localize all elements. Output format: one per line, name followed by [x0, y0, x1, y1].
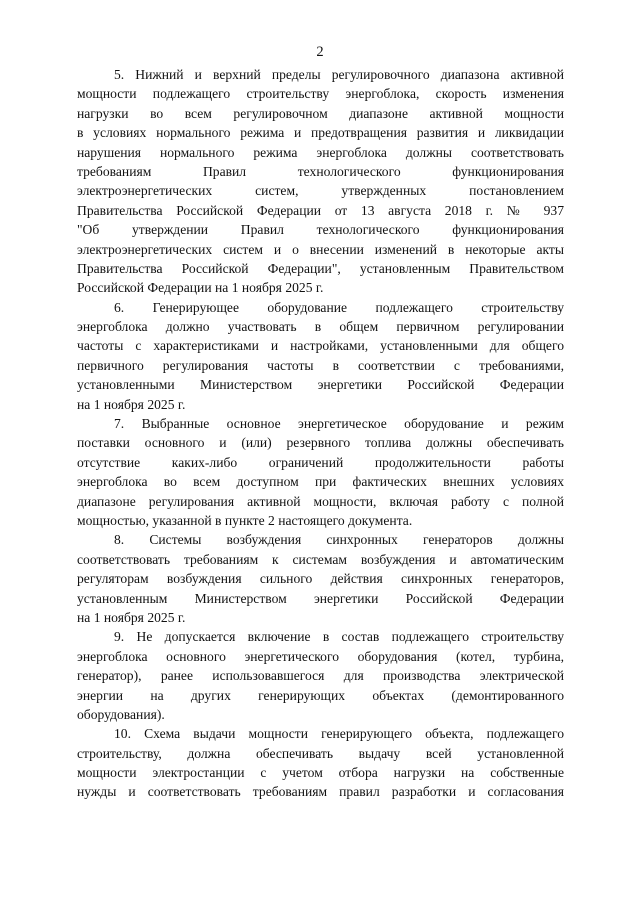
paragraph-line: электроэнергетических систем, утвержденных постановлением — [77, 183, 564, 199]
paragraph-line: отсутствие каких-либо ограничений продолжительности работы — [77, 454, 564, 470]
paragraph — [77, 65, 564, 298]
paragraph-line: установленным Министерством энергетики Российской Федерации — [77, 590, 564, 606]
paragraph-line: установленными Министерством энергетики Российской Федерации — [77, 377, 564, 393]
paragraph — [77, 627, 564, 724]
paragraph-line: Правительства Российской Федерации от 13 августа 2018 г. № 937 — [77, 202, 564, 218]
paragraph-line: энергии на других генерирующих объектах (демонтированного — [77, 687, 564, 703]
paragraph-line: энергоблока во всем доступном при фактических внешних условиях — [77, 474, 564, 490]
paragraph-line: нужды и соответствовать требованиям правил разработки и согласования — [77, 784, 564, 800]
paragraph-line: 9. Не допускается включение в состав подлежащего строительству — [114, 629, 564, 645]
paragraph-line: первичного регулирования частоты в соответствии с требованиями, — [77, 357, 564, 373]
paragraph — [77, 530, 564, 627]
paragraph-line: в условиях нормального режима и предотвращения развития и ликвидации — [77, 125, 564, 141]
paragraph-line: соответствовать требованиям к системам возбуждения и автоматическим — [77, 551, 564, 567]
paragraph — [77, 414, 564, 530]
paragraph-line: нагрузки во всем регулировочном диапазоне активной мощности — [77, 105, 564, 121]
paragraph-line: 8. Системы возбуждения синхронных генераторов должны — [114, 532, 564, 548]
paragraph-line: Правительства Российской Федерации", установленным Правительством — [77, 260, 564, 276]
paragraph-line: энергоблока должно участвовать в общем первичном регулировании — [77, 319, 564, 335]
paragraph-line: электроэнергетических систем и о внесении изменений в некоторые акты — [77, 241, 564, 257]
paragraph-line: мощности подлежащего строительству энергоблока, скорость изменения — [77, 86, 564, 102]
paragraph-line: требованиям Правил технологического функционирования — [77, 163, 564, 179]
paragraph-line: 6. Генерирующее оборудование подлежащего строительству — [114, 299, 564, 315]
paragraph-line: на 1 ноября 2025 г. — [77, 609, 186, 625]
paragraph-line: регуляторам возбуждения сильного действия синхронных генераторов, — [77, 571, 564, 587]
paragraph-line: Российской Федерации на 1 ноября 2025 г. — [77, 280, 324, 296]
paragraph-line: 5. Нижний и верхний пределы регулировочного диапазона активной — [114, 67, 564, 82]
paragraph — [77, 298, 564, 414]
paragraph-line: мощностью, указанной в пункте 2 настоящего документа. — [77, 512, 413, 528]
paragraph-line: "Об утверждении Правил технологического функционирования — [77, 222, 564, 238]
paragraph-line: диапазоне регулирования активной мощности, включая работу с полной — [77, 493, 564, 509]
paragraph-line: генератор), ранее использовавшегося для производства электрической — [77, 668, 564, 684]
paragraph-line: нарушения нормального режима энергоблока должны соответствовать — [77, 144, 564, 160]
paragraph-line: строительству, должна обеспечивать выдачу всей установленной — [77, 745, 564, 761]
paragraph-line: 7. Выбранные основное энергетическое оборудование и режим — [114, 416, 564, 432]
paragraph-line: поставки основного и (или) резервного топлива должны обеспечивать — [77, 435, 564, 451]
paragraph-line: энергоблока основного энергетического оборудования (котел, турбина, — [77, 648, 564, 664]
paragraph-line: на 1 ноября 2025 г. — [77, 396, 186, 412]
paragraph — [77, 724, 564, 802]
paragraph-line: оборудования). — [77, 706, 165, 722]
paragraph-line: частоты с характеристиками и настройками, установленными для общего — [77, 338, 564, 354]
paragraph-line: 10. Схема выдачи мощности генерирующего объекта, подлежащего — [114, 726, 564, 742]
document-body — [77, 65, 564, 802]
paragraph-line: мощности электростанции с учетом отбора нагрузки на собственные — [77, 765, 564, 781]
page-number: 2 — [316, 44, 324, 60]
